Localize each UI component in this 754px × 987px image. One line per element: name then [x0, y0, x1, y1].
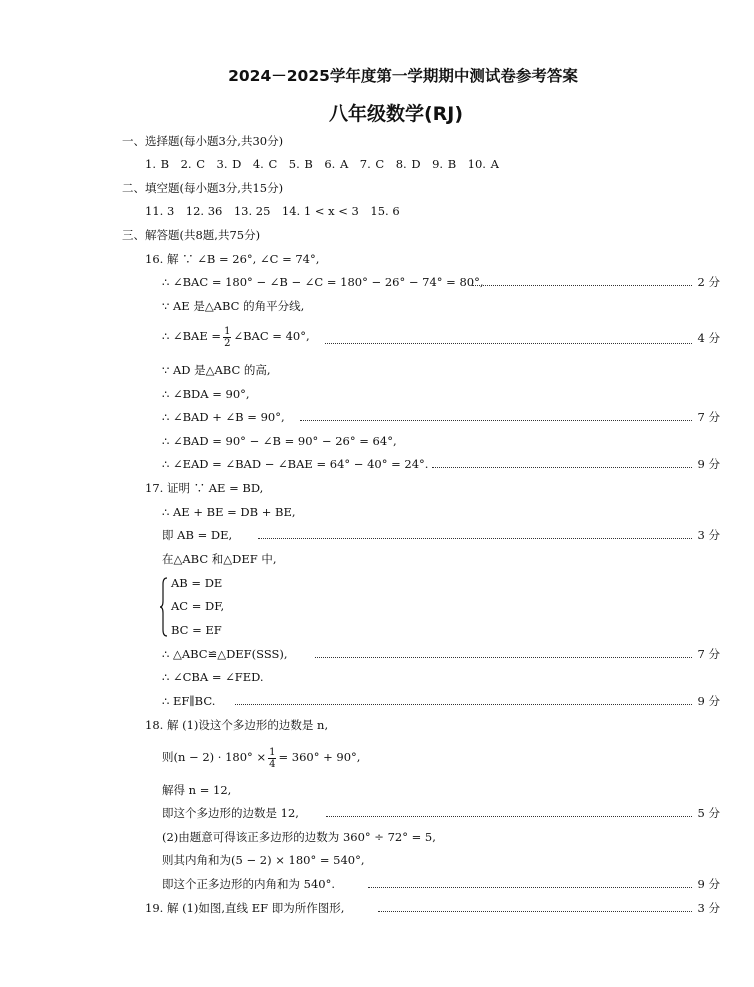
- section-heading-solve: 三、解答题(共8题,共75分): [122, 228, 261, 242]
- fraction-numerator: 1: [224, 325, 231, 337]
- dot-leader: [472, 285, 692, 286]
- choice-answers: 1. B 2. C 3. D 4. C 5. B 6. A 7. C 8. D 9. B 10. A: [145, 157, 499, 171]
- p18-score-5: 5 分: [697, 806, 720, 820]
- dot-leader: [300, 420, 692, 421]
- fill-answers: 11. 3 12. 36 13. 25 14. 1 < x < 3 15. 6: [145, 204, 400, 218]
- p18-line2: [162, 743, 360, 771]
- p18-line1: 18. 解 (1)设这个多边形的边数是 n,: [145, 718, 329, 732]
- p16-score-2: 2 分: [697, 275, 720, 289]
- dot-leader: [258, 538, 692, 539]
- fraction-denominator: 4: [269, 758, 276, 770]
- left-brace: [160, 577, 168, 637]
- section-heading-fill: 二、填空题(每小题3分,共15分): [122, 181, 284, 195]
- p18-line4: 即这个多边形的边数是 12,: [162, 806, 299, 820]
- p17-score-7: 7 分: [697, 647, 720, 661]
- p18-score-9: 9 分: [697, 877, 720, 891]
- p16-line3: ∵ AE 是△ABC 的角平分线,: [162, 299, 305, 313]
- p16-line5: ∵ AD 是△ABC 的高,: [162, 363, 271, 377]
- p16-line9: ∴ ∠EAD = ∠BAD − ∠BAE = 64° − 40° = 24°.: [162, 457, 429, 471]
- p16-line2: ∴ ∠BAC = 180° − ∠B − ∠C = 180° − 26° − 74° = 80°,: [162, 275, 484, 289]
- dot-leader: [432, 467, 692, 468]
- page-subtitle: 八年级数学(RJ): [328, 103, 464, 125]
- p17-system-eq3: BC = EF: [171, 623, 222, 637]
- p17-line1: 17. 证明 ∵ AE = BD,: [145, 481, 264, 495]
- p17-line4: 在△ABC 和△DEF 中,: [162, 552, 277, 566]
- p16-line4-pre: ∴ ∠BAE =: [162, 329, 222, 343]
- p16-line4-post: ∠BAC = 40°,: [233, 329, 310, 343]
- p17-line7: ∴ EF∥BC.: [162, 694, 216, 708]
- p16-line1: 16. 解 ∵ ∠B = 26°, ∠C = 74°,: [145, 252, 320, 266]
- p16-score-9: 9 分: [697, 457, 720, 471]
- p17-system-eq1: AB = DE: [171, 576, 223, 590]
- p17-score-3: 3 分: [697, 528, 720, 542]
- dot-leader: [378, 911, 692, 912]
- p16-score-7: 7 分: [697, 410, 720, 424]
- p17-line5: ∴ △ABC≌△DEF(SSS),: [162, 647, 288, 661]
- p19-score-3: 3 分: [697, 901, 720, 915]
- section-heading-choice: 一、选择题(每小题3分,共30分): [122, 134, 284, 148]
- p17-system-eq2: AC = DF,: [171, 599, 225, 613]
- p16-line7: ∴ ∠BAD + ∠B = 90°,: [162, 410, 285, 424]
- p16-line4: [162, 322, 310, 350]
- fraction-denominator: 2: [224, 337, 231, 349]
- page-title: 2024－2025学年度第一学期期中测试卷参考答案: [228, 67, 578, 85]
- p17-score-9: 9 分: [697, 694, 720, 708]
- p19-line1: 19. 解 (1)如图,直线 EF 即为所作图形,: [145, 901, 345, 915]
- p16-line6: ∴ ∠BDA = 90°,: [162, 387, 250, 401]
- dot-leader: [368, 887, 692, 888]
- dot-leader: [235, 704, 692, 705]
- fraction-one-half: [223, 326, 231, 349]
- p16-line8: ∴ ∠BAD = 90° − ∠B = 90° − 26° = 64°,: [162, 434, 397, 448]
- p16-score-4: 4 分: [697, 331, 720, 345]
- fraction-one-quarter: [268, 747, 276, 770]
- p18-line7: 即这个正多边形的内角和为 540°.: [162, 877, 336, 891]
- p18-line2-post: = 360° + 90°,: [278, 750, 361, 764]
- dot-leader: [325, 343, 692, 344]
- fraction-numerator: 1: [269, 746, 276, 758]
- dot-leader: [315, 657, 692, 658]
- p18-line2-pre: 则(n − 2) · 180° ×: [162, 750, 267, 764]
- p18-line5: (2)由题意可得该正多边形的边数为 360° ÷ 72° = 5,: [162, 830, 436, 844]
- p17-line2: ∴ AE + BE = DB + BE,: [162, 505, 296, 519]
- dot-leader: [326, 816, 692, 817]
- p17-line3: 即 AB = DE,: [162, 528, 233, 542]
- p17-line6: ∴ ∠CBA = ∠FED.: [162, 670, 264, 684]
- p18-line6: 则其内角和为(5 − 2) × 180° = 540°,: [162, 853, 365, 867]
- p18-line3: 解得 n = 12,: [162, 783, 232, 797]
